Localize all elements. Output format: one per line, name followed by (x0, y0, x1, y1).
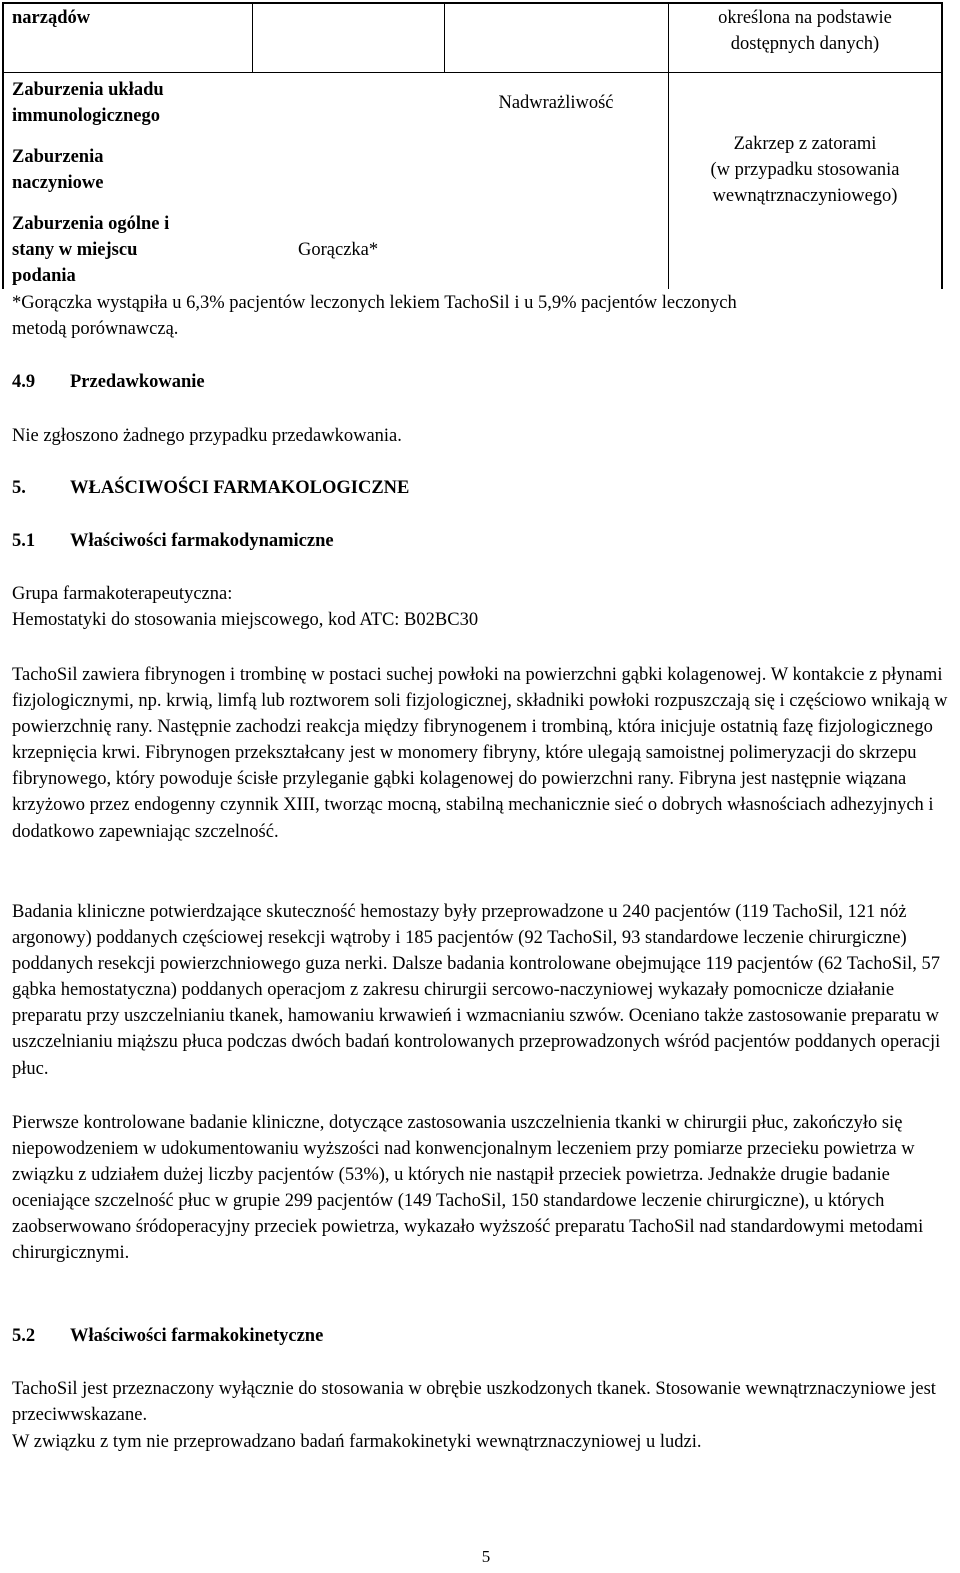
section-title: Przedawkowanie (70, 372, 205, 392)
table-cell-line: Zakrzep z zatorami (733, 134, 877, 154)
table-cell-thromboembolism (668, 131, 942, 209)
table-cell-hypersensitivity: Nadwrażliwość (498, 93, 614, 113)
section-5-heading (12, 475, 409, 501)
pharmacokinetics-paragraph: TachoSil jest przeznaczony wyłącznie do stosowania w obrębie uszkodzonych tkanek. Stosowanie wewnątrznaczyniowe jest przeciwwskazane. (12, 1379, 936, 1426)
section-number: 5.1 (12, 531, 36, 551)
table-footnote-line2: metodą porównawczą. (12, 319, 179, 339)
table-divider-col2 (252, 2, 253, 72)
mechanism-paragraph: TachoSil zawiera fibrynogen i trombinę w postaci suchej powłoki na powierzchni gąbki kolagenowej. W kontakcie z płynami fizjologicznymi, np. krwią, limfą lub roztworem soli fizjologicznej, składniki powłoki rozpuszczają się i częściowo wnikają w powierzchnię rany. Następnie zachodzi reakcja między fibrynogenem i trombiną, która inicjuje ostatnią fazę fizjologicznego krzepnięcia krwi. Fibrynogen przekształcany jest w monomery fibryny, które ulegają samoistnej polimeryzacji do skrzepu fibrynowego, który powoduje ścisłe przyleganie gąbki kolagenowej do powierzchni rany. Fibryna jest następnie wiązana krzyżowo przez endogenny czynnik XIII, tworząc mocną, stabilną mechanicznie sieć o dobrych własnościach adhezyjnych i dodatkowo zapewniając szczelność. (12, 665, 948, 842)
pharmacotherapeutic-group-label: Grupa farmakoterapeutyczna: (12, 584, 233, 604)
section-title: WŁAŚCIWOŚCI FARMAKOLOGICZNE (70, 478, 410, 498)
table-cell-fever: Gorączka* (298, 240, 379, 260)
table-cell-line: Zaburzenia układu (12, 80, 164, 100)
section-4-9-heading (12, 369, 205, 395)
table-cell-line: wewnątrznaczyniowego) (712, 186, 898, 206)
table-cell-line: Zaburzenia (12, 147, 104, 167)
section-title: Właściwości farmakodynamiczne (70, 531, 334, 551)
pharmacotherapeutic-group-value: Hemostatyki do stosowania miejscowego, kod ATC: B02BC30 (12, 610, 479, 630)
table-cell-organ-class (12, 77, 164, 129)
table-cell-organ-class: narządów (12, 8, 91, 28)
clinical-studies-paragraph: Badania kliniczne potwierdzające skuteczność hemostazy były przeprowadzone u 240 pacjentów (119 TachoSil, 121 nóż argonowy) poddanych częściowej resekcji wątroby i 185 pacjentów (92 TachoSil, 93 standardowe leczenie chirurgiczne) poddanych resekcji powierzchniowego guza nerki. Dalsze badania kontrolowane obejmujące 119 pacjentów (62 TachoSil, 57 gąbka hemostatyczna) poddanych operacjom z zakresu chirurgii sercowo-naczyniowej wykazały pomocnicze działanie preparatu przy uszczelnianiu tkanek, hamowaniu krwawień i wzmacnianiu szwów. Oceniano także zastosowanie preparatu w uszczelnianiu miąższu płuca podczas dwóch badań kontrolowanych przeprowadzonych wśród pacjentów poddanych operacji płuc. (12, 902, 941, 1079)
table-cell-line: immunologicznego (12, 106, 160, 126)
table-cell-line: Zaburzenia ogólne i (12, 214, 170, 234)
table-footnote-line1: *Gorączka wystąpiła u 6,3% pacjentów leczonych lekiem TachoSil i u 5,9% pacjentów leczonych (12, 293, 737, 313)
table-cell-organ-class (12, 144, 103, 196)
page-number: 5 (481, 1547, 491, 1566)
section-number: 5.2 (12, 1326, 36, 1346)
adverse-events-table (2, 2, 942, 289)
table-cell-line: stany w miejscu (12, 240, 138, 260)
section-5-2-heading (12, 1323, 323, 1349)
section-number: 5. (12, 478, 26, 498)
table-cell-line: podania (12, 266, 76, 286)
table-row-divider (2, 72, 942, 73)
section-number: 4.9 (12, 372, 36, 392)
table-border-left (2, 2, 4, 289)
table-cell-line: naczyniowe (12, 173, 104, 193)
table-border-top (2, 2, 942, 4)
section-5-1-heading (12, 528, 334, 554)
pharmacokinetics-note: W związku z tym nie przeprowadzano badań farmakokinetyki wewnątrznaczyniowej u ludzi. (12, 1432, 702, 1452)
table-cell-line: (w przypadku stosowania (710, 160, 900, 180)
table-cell-line: określona na podstawie (718, 8, 892, 28)
table-cell-line: dostępnych danych) (730, 34, 880, 54)
lung-studies-paragraph: Pierwsze kontrolowane badanie kliniczne, dotyczące zastosowania uszczelnienia tkanki w chirurgii płuc, zakończyło się niepowodzeniem w udokumentowaniu wyższości nad konwencjonalnym leczeniem przy pomiarze przecieku powietrza w związku z udziałem dużej liczby pacjentów (53%), u których nie nastąpił przeciek powietrza. Jednakże drugie badanie oceniające szczelność płuc w grupie 299 pacjentów (149 TachoSil, 150 standardowe leczenie chirurgiczne), u których zaobserwowano śródoperacyjny przeciek powietrza, wykazało wyższość preparatu TachoSil nad standardowymi metodami chirurgicznymi. (12, 1113, 924, 1264)
section-title: Właściwości farmakokinetyczne (70, 1326, 324, 1346)
table-divider-col3 (444, 2, 445, 72)
table-cell-frequency-note (668, 5, 942, 57)
table-cell-organ-class (12, 211, 169, 289)
section-4-9-text: Nie zgłoszono żadnego przypadku przedawkowania. (12, 426, 402, 446)
